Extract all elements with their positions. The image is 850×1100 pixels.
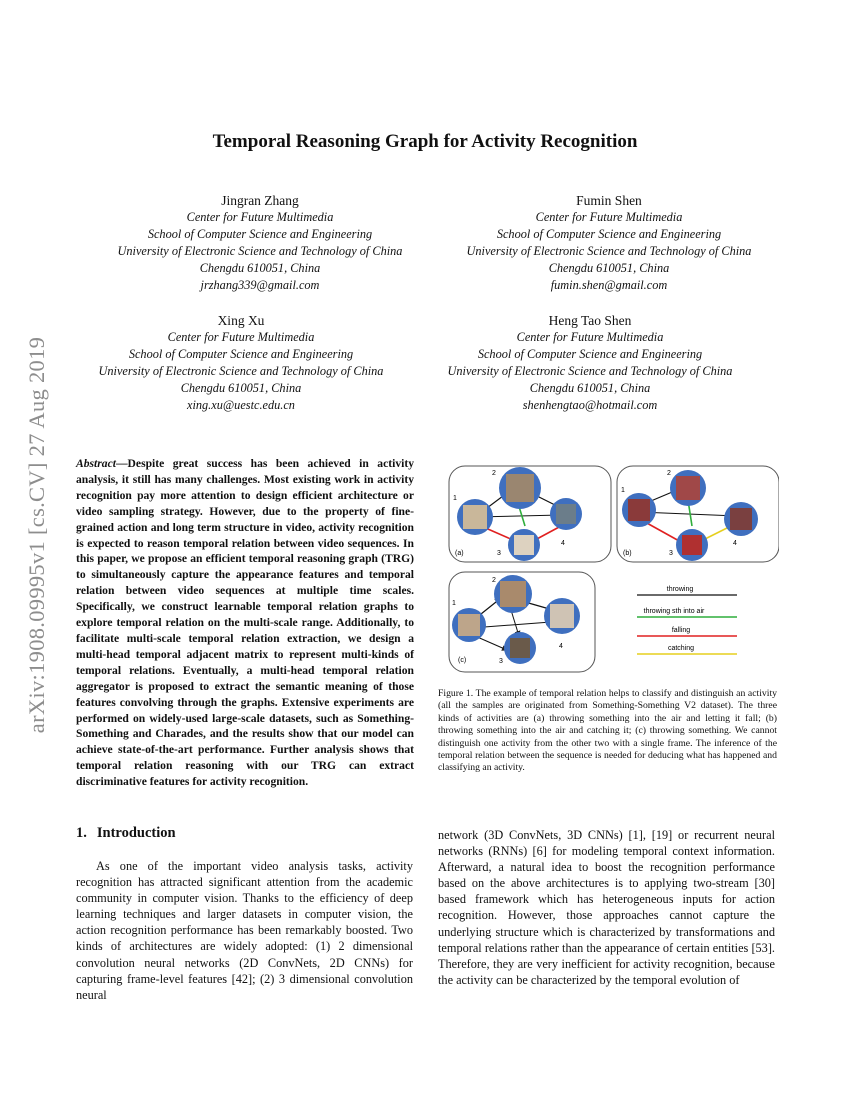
panel-label: (a) [455,550,464,557]
frame-thumbnail [676,476,700,500]
legend-label: throwing sth into air [643,608,705,615]
author-dept: Center for Future Multimedia [167,330,315,344]
node-number: 4 [559,643,563,650]
paper-title: Temporal Reasoning Graph for Activity Recognition [212,131,638,152]
author-school: School of Computer Science and Engineering [147,227,373,241]
legend-label: falling [671,627,691,634]
abstract-label: Abstract [76,457,116,470]
author-city: Chengdu 610051, China [199,261,321,275]
frame-thumbnail [458,614,480,636]
author-name: Heng Tao Shen [548,313,632,328]
frame-thumbnail [463,505,487,529]
author-email[interactable]: shenhengtao@hotmail.com [522,398,658,412]
author-city: Chengdu 610051, China [529,381,651,395]
intro-paragraph: As one of the important video analysis tasks, activity recognition has attracted significant attention from the academic community in computer vision. Thanks to the efficiency of deep learning techniques and larger datasets in computer vision, the action recognition performance has been remarkably boosted. Two kinds of architectures are widely adopted: (1) 2 dimensional convolution neural networks (2D ConvNets, 2D CNNs) for capturing frame-level features [42]; (2) 3 dimensional convolution neural [76,859,413,1002]
node-number: 3 [497,550,501,557]
frame-thumbnail [730,508,752,530]
arxiv-id: arXiv:1908.09995v1 [cs.CV] 27 Aug 2019 [24,336,49,734]
abstract-text: —Despite great success has been achieved in activity analysis, it still has many challenges. Most existing work in activity recognition pay more attention to design efficient architecture or video sampling strategy. However, due to the property of fine-grained action and long term structure in video, activity recognition is expected to reason temporal relation between video sequences. In this paper, we propose an efficient temporal reasoning graph (TRG) to simultaneously capture the appearance features and temporal relation between video sequences at multiple time scales. Specifically, we construct learnable temporal relation graphs to explore temporal relation on the multi-scale range. Additionally, to facilitate multi-scale temporal relation extraction, we design a multi-head temporal adjacent matrix to represent multi-kinds of temporal relations. Eventually, a multi-head temporal relation aggregator is proposed to extract the semantic meaning of those features convolving through the graphs. Extensive experiments are performed on widely-used large-scale datasets, such as Something-Something and Charades, and the results show that our model can achieve state-of-the-art performance. Further analysis shows that temporal relation reasoning with our TRG can extract discriminative features for activity recognition. [76,457,414,789]
node-number: 4 [561,540,565,547]
figure-legend [637,586,737,654]
abstract [76,456,414,790]
author-name: Fumin Shen [576,193,642,208]
figure-caption: Figure 1. The example of temporal relation helps to classify and distinguish an activity (all the samples are originated from Something-Something V2 dataset). The three kinds of activities are (a) throwing something into the air and letting it fall; (b) throwing something into the air and catching it; (c) throwing something. We cannot distinguish one activity from the other two with a single frame. The inference of the temporal relation between the sequence is needed for deducing what has happened and classifying an activity. [438,688,777,774]
author-city: Chengdu 610051, China [180,381,302,395]
author-school: School of Computer Science and Engineering [496,227,722,241]
frame-thumbnail [550,604,574,628]
author-email[interactable]: fumin.shen@gmail.com [550,278,668,292]
frame-thumbnail [506,474,534,502]
panel-c [449,572,595,672]
section-title: Introduction [96,825,176,841]
figure-1 [445,460,779,685]
author-dept: Center for Future Multimedia [516,330,664,344]
node-number: 1 [452,600,456,607]
author-school: School of Computer Science and Engineering [477,347,703,361]
author-city: Chengdu 610051, China [548,261,670,275]
author-name: Jingran Zhang [221,193,299,208]
frame-thumbnail [500,581,526,607]
author-univ: University of Electronic Science and Technology of China [117,244,403,258]
node-number: 3 [669,550,673,557]
author-univ: University of Electronic Science and Technology of China [466,244,752,258]
panel-b [617,466,779,562]
node-number: 3 [499,658,503,665]
section-heading [76,825,176,842]
node-number: 2 [492,577,496,584]
frame-thumbnail [628,499,650,521]
frame-thumbnail [682,535,702,555]
author-univ: University of Electronic Science and Technology of China [447,364,733,378]
node-number: 4 [733,540,737,547]
panel-label: (c) [458,657,467,664]
author-block-1 [80,192,440,294]
author-dept: Center for Future Multimedia [535,210,683,224]
node-number: 1 [621,487,625,494]
frame-thumbnail [510,638,530,658]
author-univ: University of Electronic Science and Technology of China [98,364,384,378]
frame-thumbnail [556,504,576,524]
author-email[interactable]: xing.xu@uestc.edu.cn [187,398,295,412]
intro-paragraph-continued: network (3D ConvNets, 3D CNNs) [1], [19] or recurrent neural networks (RNNs) [6] for modeling temporal context information. Afterward, a natural idea to boost the recognition performance based on the above architectures is to applying two-stream [30] based framework which has heterogeneous inputs for action recognition. However, those approaches cannot capture the underlying structure which is characterized by transformations and temporal relations rather than the appearance of certain entities [53]. Therefore, they are very inefficient for activity recognition, because the activity can be characterized by the temporal evolution of [438,828,775,987]
panel-label: (b) [623,550,632,557]
author-block-3 [61,312,421,414]
node-number: 2 [667,470,671,477]
legend-label: throwing [666,586,694,593]
legend-label: catching [667,645,695,652]
author-block-4 [410,312,770,414]
panel-a [449,466,611,562]
author-school: School of Computer Science and Engineering [128,347,354,361]
node-number: 1 [453,495,457,502]
frame-thumbnail [514,535,534,555]
node-number: 2 [492,470,496,477]
author-dept: Center for Future Multimedia [186,210,334,224]
intro-left-column [76,858,413,1003]
section-number: 1. [76,825,87,841]
author-name: Xing Xu [217,313,265,328]
author-email[interactable]: jrzhang339@gmail.com [200,278,320,292]
author-block-2 [429,192,789,294]
intro-right-column [438,827,775,988]
arxiv-sidebar [22,285,52,785]
